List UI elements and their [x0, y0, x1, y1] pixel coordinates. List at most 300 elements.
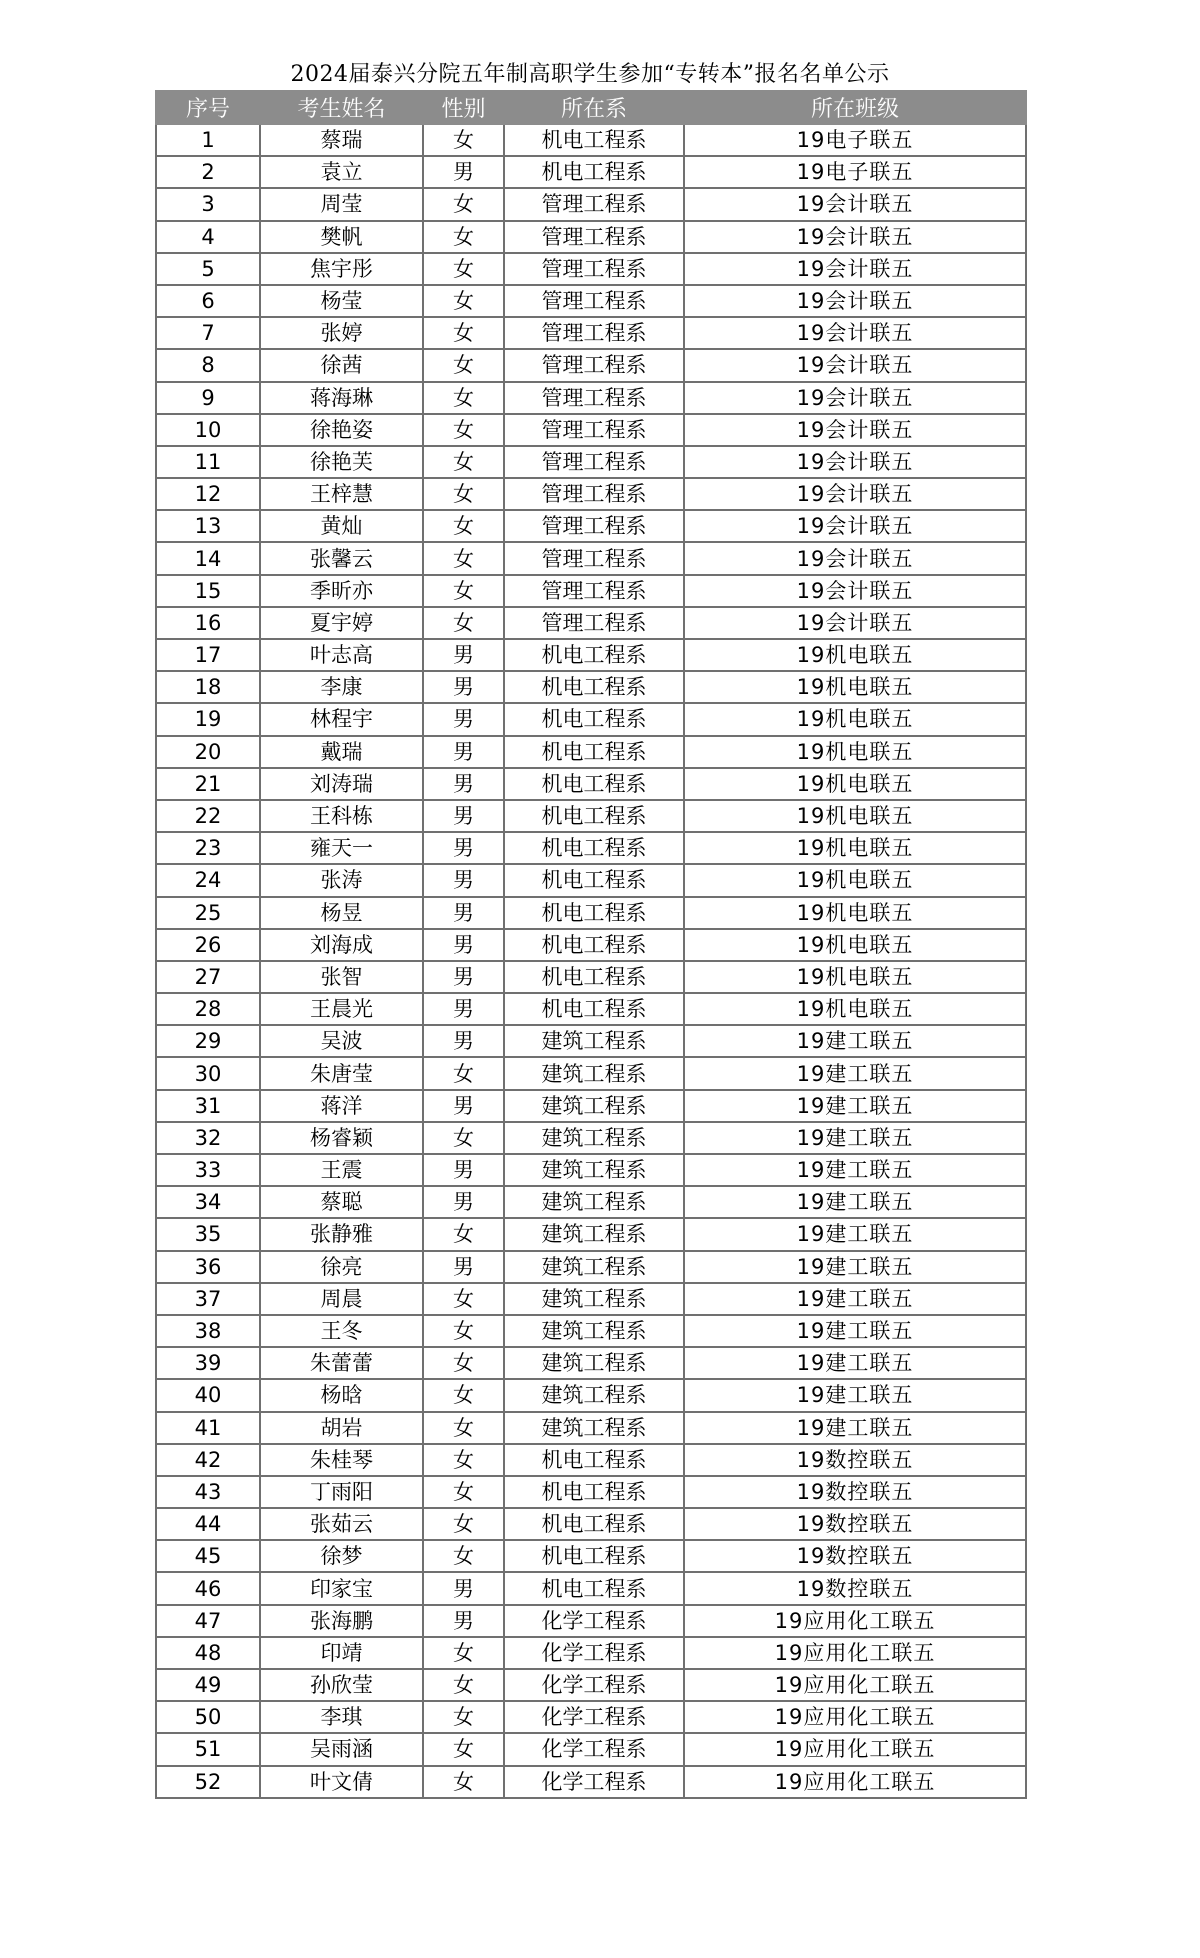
cell-gender: 男: [423, 864, 504, 896]
cell-name: 徐茜: [260, 349, 423, 381]
table-row: [156, 864, 1026, 896]
table-row: [156, 671, 1026, 703]
cell-gender: 男: [423, 993, 504, 1025]
cell-gender: 女: [423, 446, 504, 478]
cell-seq: 36: [156, 1251, 260, 1283]
page-title: 2024届泰兴分院五年制高职学生参加“专转本”报名名单公示: [290, 62, 890, 87]
cell-department: 管理工程系: [504, 510, 684, 542]
cell-department: 建筑工程系: [504, 1025, 684, 1057]
cell-seq: 6: [156, 285, 260, 317]
cell-department: 建筑工程系: [504, 1315, 684, 1347]
cell-gender: 男: [423, 703, 504, 735]
cell-gender: 女: [423, 317, 504, 349]
table-row: [156, 382, 1026, 414]
table-row: [156, 1347, 1026, 1379]
cell-seq: 18: [156, 671, 260, 703]
table-row: [156, 768, 1026, 800]
cell-class: 19数控联五: [684, 1476, 1026, 1508]
cell-gender: 女: [423, 1057, 504, 1089]
cell-class: 19应用化工联五: [684, 1733, 1026, 1765]
cell-class: 19机电联五: [684, 671, 1026, 703]
cell-gender: 女: [423, 1315, 504, 1347]
cell-name: 张婷: [260, 317, 423, 349]
table-row: [156, 607, 1026, 639]
cell-class: 19会计联五: [684, 253, 1026, 285]
cell-gender: 女: [423, 1379, 504, 1411]
table-row: [156, 1025, 1026, 1057]
cell-class: 19会计联五: [684, 542, 1026, 574]
cell-seq: 15: [156, 575, 260, 607]
cell-department: 建筑工程系: [504, 1347, 684, 1379]
cell-name: 印家宝: [260, 1572, 423, 1604]
cell-class: 19会计联五: [684, 349, 1026, 381]
cell-department: 管理工程系: [504, 542, 684, 574]
cell-seq: 29: [156, 1025, 260, 1057]
cell-seq: 28: [156, 993, 260, 1025]
table-row: [156, 124, 1026, 156]
cell-name: 雍天一: [260, 832, 423, 864]
cell-name: 樊帆: [260, 221, 423, 253]
cell-seq: 25: [156, 897, 260, 929]
table-row: [156, 1057, 1026, 1089]
cell-gender: 女: [423, 1508, 504, 1540]
cell-department: 机电工程系: [504, 1444, 684, 1476]
cell-class: 19会计联五: [684, 510, 1026, 542]
table-row: [156, 1379, 1026, 1411]
cell-department: 建筑工程系: [504, 1283, 684, 1315]
cell-class: 19会计联五: [684, 188, 1026, 220]
cell-class: 19建工联五: [684, 1347, 1026, 1379]
cell-department: 机电工程系: [504, 703, 684, 735]
cell-class: 19会计联五: [684, 414, 1026, 446]
cell-class: 19电子联五: [684, 156, 1026, 188]
cell-gender: 男: [423, 1090, 504, 1122]
cell-gender: 男: [423, 736, 504, 768]
cell-department: 化学工程系: [504, 1701, 684, 1733]
cell-class: 19会计联五: [684, 317, 1026, 349]
table-row: [156, 1218, 1026, 1250]
cell-seq: 27: [156, 961, 260, 993]
table-row: [156, 1283, 1026, 1315]
cell-class: 19数控联五: [684, 1572, 1026, 1604]
cell-name: 刘海成: [260, 929, 423, 961]
table-row: [156, 414, 1026, 446]
cell-department: 机电工程系: [504, 993, 684, 1025]
cell-gender: 男: [423, 1186, 504, 1218]
cell-seq: 17: [156, 639, 260, 671]
cell-class: 19会计联五: [684, 446, 1026, 478]
table-row: [156, 542, 1026, 574]
cell-department: 化学工程系: [504, 1669, 684, 1701]
cell-class: 19机电联五: [684, 929, 1026, 961]
table-row: [156, 221, 1026, 253]
cell-gender: 女: [423, 1347, 504, 1379]
table-row: [156, 703, 1026, 735]
cell-seq: 5: [156, 253, 260, 285]
cell-name: 李康: [260, 671, 423, 703]
cell-seq: 45: [156, 1540, 260, 1572]
cell-department: 管理工程系: [504, 478, 684, 510]
cell-gender: 女: [423, 1637, 504, 1669]
cell-name: 叶文倩: [260, 1766, 423, 1798]
cell-department: 管理工程系: [504, 317, 684, 349]
cell-class: 19建工联五: [684, 1122, 1026, 1154]
cell-department: 机电工程系: [504, 156, 684, 188]
cell-class: 19建工联五: [684, 1025, 1026, 1057]
cell-name: 张海鹏: [260, 1605, 423, 1637]
cell-name: 徐艳姿: [260, 414, 423, 446]
cell-name: 张茹云: [260, 1508, 423, 1540]
cell-seq: 32: [156, 1122, 260, 1154]
cell-name: 周莹: [260, 188, 423, 220]
cell-seq: 4: [156, 221, 260, 253]
cell-gender: 男: [423, 1025, 504, 1057]
cell-class: 19机电联五: [684, 800, 1026, 832]
cell-gender: 女: [423, 188, 504, 220]
cell-seq: 20: [156, 736, 260, 768]
cell-seq: 13: [156, 510, 260, 542]
cell-department: 化学工程系: [504, 1605, 684, 1637]
cell-gender: 女: [423, 1412, 504, 1444]
cell-class: 19数控联五: [684, 1444, 1026, 1476]
cell-class: 19数控联五: [684, 1508, 1026, 1540]
cell-name: 张涛: [260, 864, 423, 896]
cell-class: 19会计联五: [684, 607, 1026, 639]
table-row: [156, 832, 1026, 864]
cell-seq: 3: [156, 188, 260, 220]
table-row: [156, 639, 1026, 671]
cell-class: 19建工联五: [684, 1154, 1026, 1186]
cell-gender: 女: [423, 1540, 504, 1572]
table-row: [156, 993, 1026, 1025]
cell-gender: 女: [423, 542, 504, 574]
cell-name: 杨昱: [260, 897, 423, 929]
table-row: [156, 1605, 1026, 1637]
cell-gender: 女: [423, 221, 504, 253]
cell-seq: 23: [156, 832, 260, 864]
table-row: [156, 1186, 1026, 1218]
cell-department: 建筑工程系: [504, 1379, 684, 1411]
cell-seq: 37: [156, 1283, 260, 1315]
cell-class: 19会计联五: [684, 221, 1026, 253]
cell-class: 19机电联五: [684, 703, 1026, 735]
cell-seq: 31: [156, 1090, 260, 1122]
table-body: [156, 124, 1026, 1798]
cell-seq: 52: [156, 1766, 260, 1798]
cell-seq: 48: [156, 1637, 260, 1669]
cell-class: 19建工联五: [684, 1412, 1026, 1444]
cell-seq: 16: [156, 607, 260, 639]
cell-name: 朱桂琴: [260, 1444, 423, 1476]
cell-seq: 11: [156, 446, 260, 478]
cell-department: 机电工程系: [504, 897, 684, 929]
cell-gender: 女: [423, 1444, 504, 1476]
cell-class: 19应用化工联五: [684, 1637, 1026, 1669]
cell-seq: 14: [156, 542, 260, 574]
cell-gender: 女: [423, 253, 504, 285]
cell-name: 张智: [260, 961, 423, 993]
cell-department: 机电工程系: [504, 929, 684, 961]
cell-name: 王科栋: [260, 800, 423, 832]
table-row: [156, 1637, 1026, 1669]
cell-department: 机电工程系: [504, 864, 684, 896]
table-row: [156, 800, 1026, 832]
table-row: [156, 1733, 1026, 1765]
cell-department: 建筑工程系: [504, 1057, 684, 1089]
cell-department: 机电工程系: [504, 961, 684, 993]
cell-name: 徐艳芙: [260, 446, 423, 478]
cell-department: 管理工程系: [504, 221, 684, 253]
header-gender: 性别: [423, 91, 504, 124]
cell-gender: 男: [423, 800, 504, 832]
cell-name: 孙欣莹: [260, 1669, 423, 1701]
cell-gender: 女: [423, 1701, 504, 1733]
table-row: [156, 253, 1026, 285]
cell-name: 朱蕾蕾: [260, 1347, 423, 1379]
cell-department: 机电工程系: [504, 1572, 684, 1604]
cell-class: 19机电联五: [684, 864, 1026, 896]
table-row: [156, 1090, 1026, 1122]
cell-name: 王晨光: [260, 993, 423, 1025]
cell-class: 19应用化工联五: [684, 1605, 1026, 1637]
cell-name: 王冬: [260, 1315, 423, 1347]
cell-gender: 女: [423, 382, 504, 414]
cell-class: 19建工联五: [684, 1283, 1026, 1315]
cell-class: 19会计联五: [684, 575, 1026, 607]
cell-gender: 女: [423, 1218, 504, 1250]
cell-name: 蒋海琳: [260, 382, 423, 414]
cell-seq: 12: [156, 478, 260, 510]
cell-department: 机电工程系: [504, 800, 684, 832]
cell-name: 徐亮: [260, 1251, 423, 1283]
cell-seq: 38: [156, 1315, 260, 1347]
table-row: [156, 961, 1026, 993]
cell-class: 19建工联五: [684, 1186, 1026, 1218]
cell-name: 戴瑞: [260, 736, 423, 768]
cell-department: 建筑工程系: [504, 1122, 684, 1154]
cell-name: 焦宇彤: [260, 253, 423, 285]
cell-seq: 2: [156, 156, 260, 188]
cell-department: 机电工程系: [504, 832, 684, 864]
cell-seq: 21: [156, 768, 260, 800]
cell-class: 19建工联五: [684, 1251, 1026, 1283]
cell-name: 袁立: [260, 156, 423, 188]
cell-name: 胡岩: [260, 1412, 423, 1444]
cell-name: 王震: [260, 1154, 423, 1186]
table-row: [156, 349, 1026, 381]
cell-department: 化学工程系: [504, 1766, 684, 1798]
cell-gender: 男: [423, 1251, 504, 1283]
table-row: [156, 575, 1026, 607]
cell-seq: 51: [156, 1733, 260, 1765]
cell-name: 王梓慧: [260, 478, 423, 510]
cell-seq: 40: [156, 1379, 260, 1411]
cell-seq: 43: [156, 1476, 260, 1508]
cell-class: 19应用化工联五: [684, 1701, 1026, 1733]
cell-class: 19机电联五: [684, 897, 1026, 929]
cell-name: 印靖: [260, 1637, 423, 1669]
cell-gender: 男: [423, 1605, 504, 1637]
cell-department: 建筑工程系: [504, 1412, 684, 1444]
cell-class: 19机电联五: [684, 961, 1026, 993]
table-row: [156, 1508, 1026, 1540]
cell-class: 19机电联五: [684, 768, 1026, 800]
cell-department: 建筑工程系: [504, 1218, 684, 1250]
cell-gender: 男: [423, 961, 504, 993]
cell-name: 丁雨阳: [260, 1476, 423, 1508]
cell-seq: 26: [156, 929, 260, 961]
table-row: [156, 1412, 1026, 1444]
cell-gender: 女: [423, 1476, 504, 1508]
cell-seq: 7: [156, 317, 260, 349]
cell-class: 19应用化工联五: [684, 1669, 1026, 1701]
table-row: [156, 1251, 1026, 1283]
table-row: [156, 188, 1026, 220]
cell-name: 叶志高: [260, 639, 423, 671]
cell-seq: 1: [156, 124, 260, 156]
cell-gender: 女: [423, 510, 504, 542]
cell-name: 杨晗: [260, 1379, 423, 1411]
table-row: [156, 317, 1026, 349]
cell-seq: 30: [156, 1057, 260, 1089]
cell-class: 19会计联五: [684, 285, 1026, 317]
cell-name: 刘涛瑞: [260, 768, 423, 800]
cell-name: 黄灿: [260, 510, 423, 542]
cell-department: 机电工程系: [504, 1508, 684, 1540]
cell-gender: 女: [423, 1669, 504, 1701]
cell-name: 吴波: [260, 1025, 423, 1057]
table-row: [156, 929, 1026, 961]
cell-gender: 女: [423, 575, 504, 607]
cell-seq: 22: [156, 800, 260, 832]
cell-department: 机电工程系: [504, 1540, 684, 1572]
cell-class: 19机电联五: [684, 736, 1026, 768]
cell-gender: 男: [423, 832, 504, 864]
cell-gender: 男: [423, 671, 504, 703]
table-row: [156, 446, 1026, 478]
cell-class: 19建工联五: [684, 1315, 1026, 1347]
cell-seq: 46: [156, 1572, 260, 1604]
cell-department: 建筑工程系: [504, 1154, 684, 1186]
cell-seq: 34: [156, 1186, 260, 1218]
cell-department: 管理工程系: [504, 382, 684, 414]
table-row: [156, 1669, 1026, 1701]
table-row: [156, 1766, 1026, 1798]
cell-gender: 女: [423, 478, 504, 510]
cell-gender: 女: [423, 1733, 504, 1765]
cell-name: 吴雨涵: [260, 1733, 423, 1765]
cell-department: 管理工程系: [504, 575, 684, 607]
cell-name: 季昕亦: [260, 575, 423, 607]
table-row: [156, 897, 1026, 929]
cell-gender: 女: [423, 349, 504, 381]
cell-class: 19建工联五: [684, 1090, 1026, 1122]
header-name: 考生姓名: [260, 91, 423, 124]
table-row: [156, 1444, 1026, 1476]
table-row: [156, 1122, 1026, 1154]
cell-class: 19建工联五: [684, 1218, 1026, 1250]
cell-gender: 女: [423, 1122, 504, 1154]
cell-name: 蔡瑞: [260, 124, 423, 156]
table-row: [156, 1476, 1026, 1508]
cell-gender: 男: [423, 1154, 504, 1186]
cell-class: 19建工联五: [684, 1379, 1026, 1411]
cell-name: 徐梦: [260, 1540, 423, 1572]
cell-department: 建筑工程系: [504, 1186, 684, 1218]
table-row: [156, 1154, 1026, 1186]
table-row: [156, 478, 1026, 510]
cell-gender: 男: [423, 929, 504, 961]
cell-seq: 33: [156, 1154, 260, 1186]
cell-class: 19机电联五: [684, 993, 1026, 1025]
cell-name: 李琪: [260, 1701, 423, 1733]
cell-gender: 女: [423, 607, 504, 639]
cell-department: 机电工程系: [504, 736, 684, 768]
cell-class: 19应用化工联五: [684, 1766, 1026, 1798]
cell-seq: 42: [156, 1444, 260, 1476]
cell-seq: 35: [156, 1218, 260, 1250]
cell-gender: 男: [423, 897, 504, 929]
roster-table: [155, 90, 1027, 1799]
cell-seq: 39: [156, 1347, 260, 1379]
cell-gender: 男: [423, 1572, 504, 1604]
cell-seq: 9: [156, 382, 260, 414]
header-class: 所在班级: [684, 91, 1026, 124]
cell-name: 蔡聪: [260, 1186, 423, 1218]
cell-gender: 女: [423, 1283, 504, 1315]
cell-department: 化学工程系: [504, 1637, 684, 1669]
table-row: [156, 1572, 1026, 1604]
cell-name: 杨莹: [260, 285, 423, 317]
table-row: [156, 285, 1026, 317]
cell-seq: 41: [156, 1412, 260, 1444]
cell-class: 19电子联五: [684, 124, 1026, 156]
table-row: [156, 510, 1026, 542]
cell-department: 管理工程系: [504, 414, 684, 446]
header-seq: 序号: [156, 91, 260, 124]
cell-name: 张馨云: [260, 542, 423, 574]
cell-seq: 49: [156, 1669, 260, 1701]
table-row: [156, 1315, 1026, 1347]
cell-name: 林程宇: [260, 703, 423, 735]
cell-seq: 10: [156, 414, 260, 446]
cell-seq: 19: [156, 703, 260, 735]
cell-name: 张静雅: [260, 1218, 423, 1250]
cell-department: 机电工程系: [504, 1476, 684, 1508]
cell-department: 管理工程系: [504, 607, 684, 639]
cell-department: 机电工程系: [504, 671, 684, 703]
table-header-row: [156, 91, 1026, 124]
cell-class: 19机电联五: [684, 832, 1026, 864]
cell-department: 建筑工程系: [504, 1251, 684, 1283]
cell-class: 19会计联五: [684, 478, 1026, 510]
cell-department: 化学工程系: [504, 1733, 684, 1765]
cell-department: 管理工程系: [504, 253, 684, 285]
cell-name: 周晨: [260, 1283, 423, 1315]
cell-gender: 男: [423, 639, 504, 671]
cell-seq: 8: [156, 349, 260, 381]
table-row: [156, 156, 1026, 188]
cell-name: 蒋洋: [260, 1090, 423, 1122]
cell-gender: 女: [423, 414, 504, 446]
cell-seq: 44: [156, 1508, 260, 1540]
cell-seq: 47: [156, 1605, 260, 1637]
cell-department: 机电工程系: [504, 639, 684, 671]
cell-class: 19数控联五: [684, 1540, 1026, 1572]
table-row: [156, 1701, 1026, 1733]
cell-seq: 24: [156, 864, 260, 896]
cell-class: 19会计联五: [684, 382, 1026, 414]
